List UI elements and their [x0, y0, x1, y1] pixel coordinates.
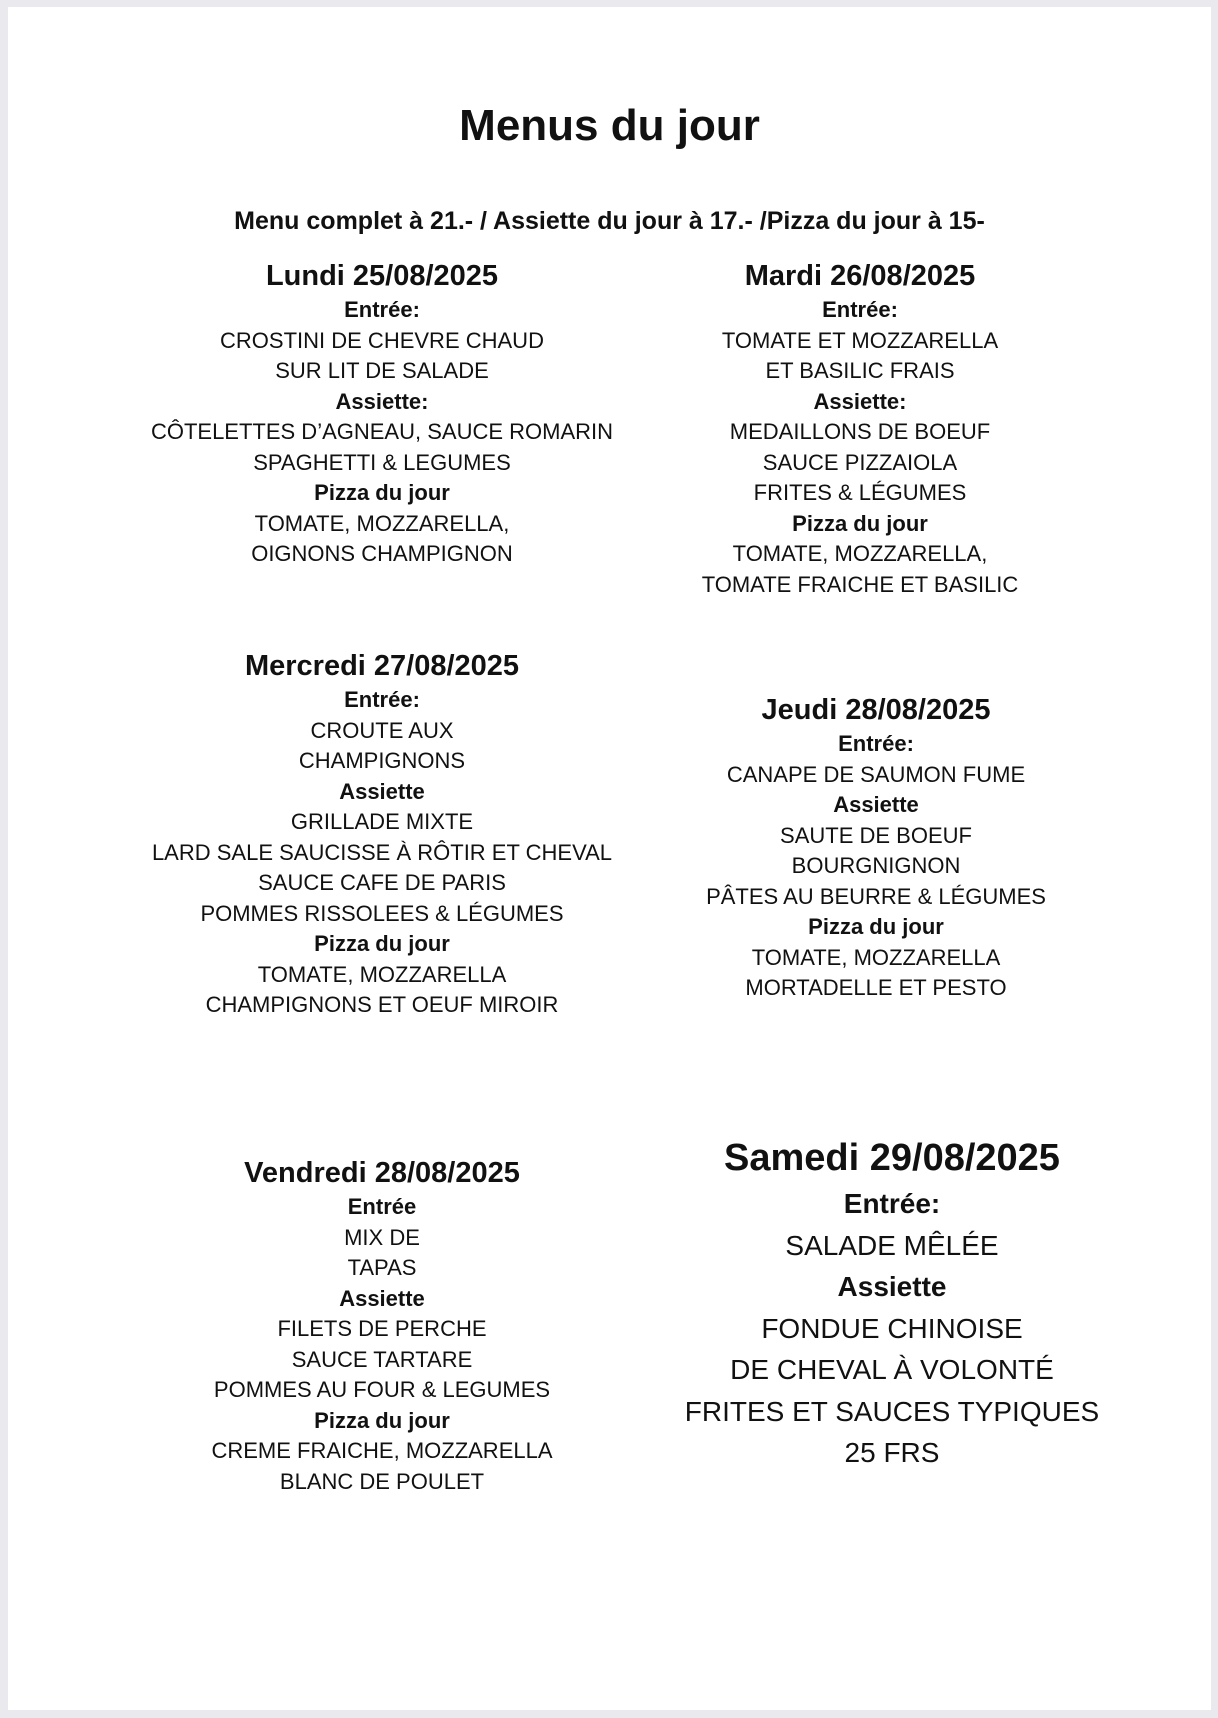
dish-line: CROSTINI DE CHEVRE CHAUD — [220, 327, 544, 353]
day-block-samedi — [632, 1133, 1152, 1474]
section-label-assiette: Assiette — [339, 778, 425, 804]
dish-line: TOMATE, MOZZARELLA — [257, 961, 507, 987]
dish-line: SALADE MÊLÉE — [785, 1229, 999, 1261]
dish-line: FILETS DE PERCHE — [277, 1316, 487, 1341]
section-label-pizza: Pizza du jour — [314, 1407, 450, 1433]
dish-line: MIX DE — [344, 1224, 420, 1250]
price-line: 25 FRS — [844, 1437, 940, 1468]
dish-line: ET BASILIC FRAIS — [765, 358, 955, 383]
day-block-vendredi — [142, 1154, 622, 1497]
dish-line: TAPAS — [347, 1255, 417, 1280]
dish-line: POMMES AU FOUR & LEGUMES — [213, 1377, 551, 1402]
section-label-pizza: Pizza du jour — [314, 480, 450, 505]
section-label-assiette: Assiette: — [813, 388, 907, 414]
dish-line: SPAGHETTI & LEGUMES — [253, 449, 511, 475]
dish-line: PÂTES AU BEURRE & LÉGUMES — [706, 883, 1046, 909]
day-heading: Vendredi 28/08/2025 — [244, 1157, 520, 1189]
dish-line: BLANC DE POULET — [279, 1468, 485, 1494]
dish-line: SUR LIT DE SALADE — [275, 358, 489, 383]
section-label-entree: Entrée: — [843, 1188, 941, 1219]
dish-line: OIGNONS CHAMPIGNON — [251, 541, 513, 566]
dish-line: FONDUE CHINOISE — [761, 1312, 1023, 1344]
day-heading: Samedi 29/08/2025 — [724, 1137, 1060, 1179]
section-label-entree: Entrée — [347, 1194, 417, 1219]
dish-line: CÔTELETTES D’AGNEAU, SAUCE ROMARIN — [150, 419, 614, 444]
dish-line: FRITES & LÉGUMES — [753, 480, 967, 505]
dish-line: POMMES RISSOLEES & LÉGUMES — [200, 900, 564, 926]
day-heading: Jeudi 28/08/2025 — [761, 694, 991, 726]
dish-line: TOMATE, MOZZARELLA, — [732, 541, 988, 566]
dish-line: SAUCE CAFE DE PARIS — [258, 870, 506, 895]
day-block-lundi — [142, 257, 622, 570]
dish-line: TOMATE, MOZZARELLA — [751, 944, 1001, 970]
dish-line: GRILLADE MIXTE — [290, 809, 474, 834]
menu-sheet — [8, 7, 1211, 1710]
page-title: Menus du jour — [459, 101, 760, 150]
section-label-pizza: Pizza du jour — [808, 914, 944, 939]
section-label-pizza: Pizza du jour — [314, 931, 450, 956]
day-heading: Lundi 25/08/2025 — [265, 260, 499, 292]
dish-line: LARD SALE SAUCISSE À RÔTIR ET CHEVAL — [151, 839, 613, 865]
day-block-jeudi — [636, 691, 1116, 1004]
section-label-entree: Entrée: — [344, 687, 420, 712]
dish-line: CHAMPIGNONS ET OEUF MIROIR — [205, 992, 559, 1017]
price-subtitle: Menu complet à 21.- / Assiette du jour à 17.- /Pizza du jour à 15- — [234, 207, 985, 235]
dish-line: CHAMPIGNONS — [298, 748, 466, 773]
dish-line: DE CHEVAL À VOLONTÉ — [730, 1354, 1054, 1385]
dish-line: SAUTE DE BOEUF — [780, 822, 972, 848]
dish-line: MORTADELLE ET PESTO — [745, 975, 1007, 1000]
day-block-mercredi — [142, 647, 622, 1021]
section-label-entree: Entrée: — [838, 731, 914, 756]
dish-line: BOURGNIGNON — [791, 853, 961, 878]
dish-line: CREME FRAICHE, MOZZARELLA — [211, 1438, 553, 1463]
dish-line: SAUCE PIZZAIOLA — [762, 449, 958, 475]
section-label-pizza: Pizza du jour — [792, 510, 928, 536]
dish-line: TOMATE FRAICHE ET BASILIC — [701, 571, 1019, 597]
day-heading: Mardi 26/08/2025 — [744, 260, 976, 292]
section-label-assiette: Assiette — [837, 1271, 947, 1302]
day-block-mardi — [620, 257, 1100, 600]
dish-line: MEDAILLONS DE BOEUF — [729, 419, 991, 444]
dish-line: CROUTE AUX — [310, 717, 454, 743]
dish-line: FRITES ET SAUCES TYPIQUES — [684, 1395, 1100, 1427]
day-heading: Mercredi 27/08/2025 — [244, 650, 520, 682]
section-label-assiette: Assiette — [339, 1285, 425, 1311]
dish-line: TOMATE, MOZZARELLA, — [254, 510, 510, 536]
section-label-entree: Entrée: — [344, 297, 420, 322]
dish-line: TOMATE ET MOZZARELLA — [721, 327, 999, 353]
section-label-entree: Entrée: — [822, 297, 898, 322]
dish-line: SAUCE TARTARE — [291, 1346, 473, 1372]
section-label-assiette: Assiette: — [335, 388, 429, 414]
section-label-assiette: Assiette — [833, 792, 919, 817]
dish-line: CANAPE DE SAUMON FUME — [726, 761, 1026, 787]
